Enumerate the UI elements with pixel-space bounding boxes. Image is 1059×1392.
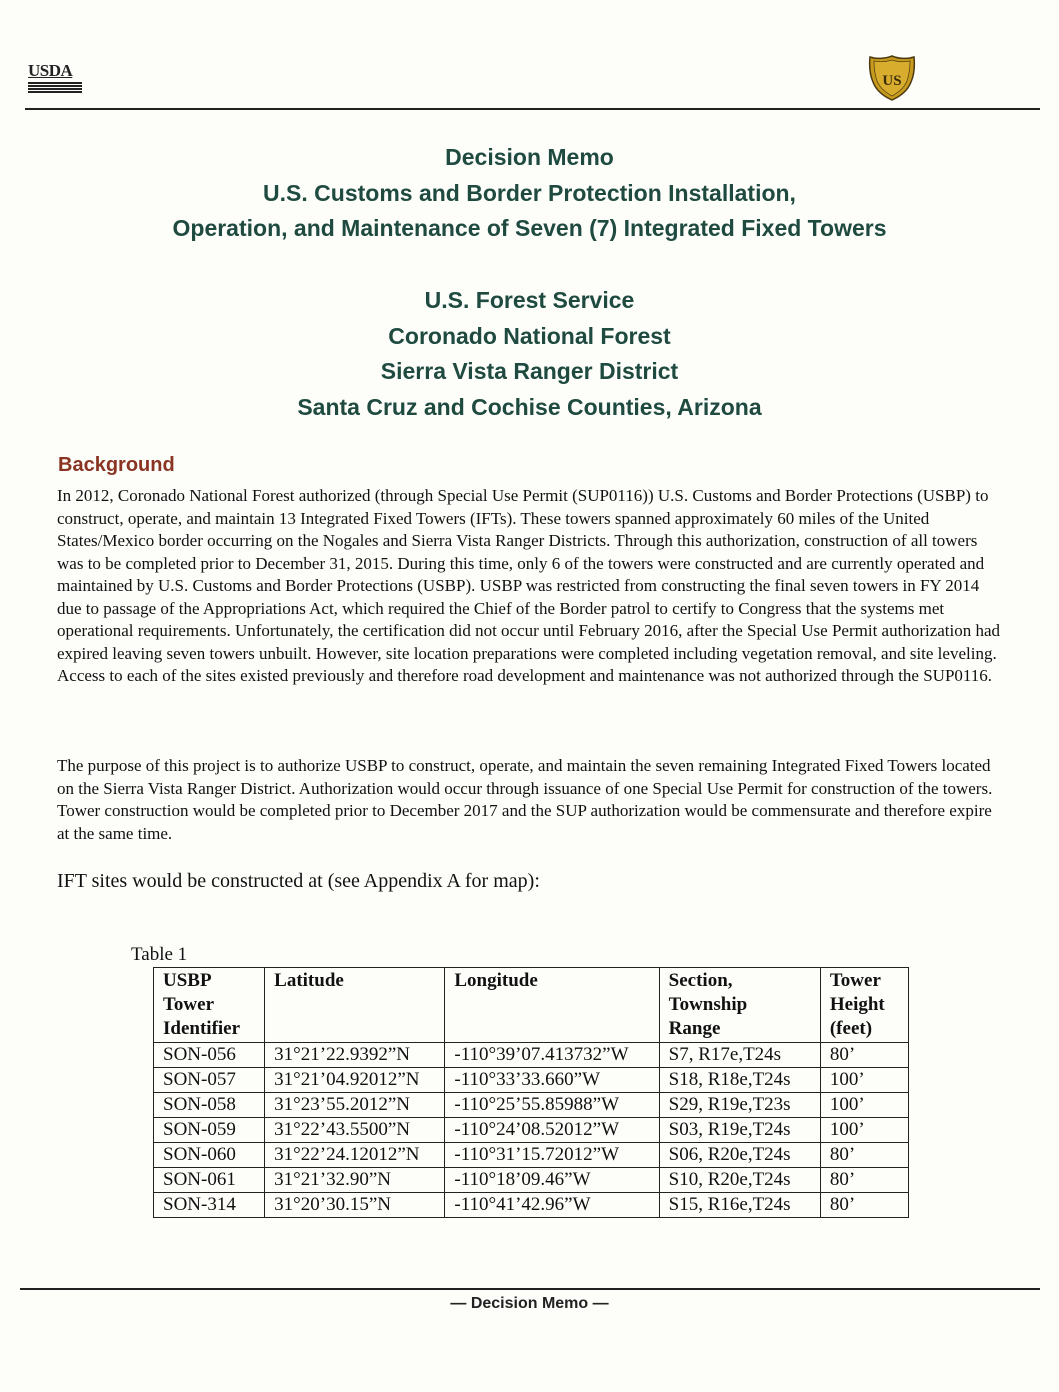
tower-id-cell: SON-059 — [154, 1118, 265, 1143]
latitude-cell: 31°22’43.5500”N — [265, 1118, 445, 1143]
latitude-cell: 31°22’24.12012”N — [265, 1143, 445, 1168]
agency-name: U.S. Forest Service — [424, 287, 635, 313]
longitude-cell: -110°31’15.72012”W — [445, 1143, 659, 1168]
shield-logo-text: US — [882, 73, 902, 89]
usda-logo — [28, 62, 84, 96]
longitude-cell: -110°18’09.46”W — [445, 1168, 659, 1193]
height-cell: 80’ — [820, 1143, 908, 1168]
tower-id-cell: SON-058 — [154, 1093, 265, 1118]
forest-name: Coronado National Forest — [388, 323, 671, 349]
footer-text: — Decision Memo — — [450, 1295, 609, 1312]
height-cell: 80’ — [820, 1043, 908, 1068]
background-paragraph-1: In 2012, Coronado National Forest authorized (through Special Use Permit (SUP0116)) U.S. Customs and Border Protections (USBP) to construct, operate, and maintain 13 Integrated Fixed Towers (IFTs). These towers spanned approximately 60 miles of the United States/Mexico border occurring on the Nogales and Sierra Vista Ranger Districts. Through this authorization, construction of all towers was to be completed prior to December 31, 2015. During this time, only 6 of the towers were constructed and are currently operated and maintained by U.S. Customs and Border Protections (USBP). USBP was restricted from constructing the final seven towers in FY 2014 due to passage of the Appropriations Act, which required the Chief of the Border patrol to certify to Congress that the systems met operational requirements. Unfortunately, the certification did not occur until February 2016, after the Special Use Permit authorization had expired leaving seven towers unbuilt. However, site location preparations were completed including vegetation removal, and site leveling. Access to each of the sites existed previously and therefore road development and maintenance was not authorized through the SUP0116. — [57, 486, 1001, 685]
tower-id-cell: SON-060 — [154, 1143, 265, 1168]
latitude-cell: 31°21’04.92012”N — [265, 1068, 445, 1093]
doc-subtitle-line-1: U.S. Customs and Border Protection Installation, — [263, 180, 796, 206]
header-tower-identifier — [154, 968, 265, 1043]
tower-id-cell: SON-314 — [154, 1193, 265, 1218]
latitude-cell: 31°23’55.2012”N — [265, 1093, 445, 1118]
table-row — [154, 1143, 909, 1168]
header-text: Identifier — [163, 1018, 241, 1039]
height-cell: 80’ — [820, 1168, 908, 1193]
district-name: Sierra Vista Ranger District — [380, 358, 679, 384]
section-cell: S15, R16e,T24s — [659, 1193, 820, 1218]
header-rule — [25, 108, 1040, 110]
header-text: Height — [829, 994, 885, 1015]
height-cell: 100’ — [820, 1068, 908, 1093]
table-caption: Table 1 — [131, 944, 188, 965]
longitude-cell: -110°33’33.660”W — [445, 1068, 659, 1093]
section-cell: S06, R20e,T24s — [659, 1143, 820, 1168]
table-row — [154, 1093, 909, 1118]
section-cell: S29, R19e,T23s — [659, 1093, 820, 1118]
longitude-cell: -110°39’07.413732”W — [445, 1043, 659, 1068]
doc-subtitle-line-2: Operation, and Maintenance of Seven (7) Integrated Fixed Towers — [172, 215, 887, 241]
table-row — [154, 1043, 909, 1068]
table-row — [154, 1118, 909, 1143]
longitude-cell: -110°41’42.96”W — [445, 1193, 659, 1218]
header-text: (feet) — [829, 1018, 873, 1039]
header-text: Section, — [668, 970, 733, 991]
height-cell: 100’ — [820, 1093, 908, 1118]
background-heading: Background — [58, 454, 175, 476]
tower-table — [153, 967, 909, 1218]
tower-id-cell: SON-056 — [154, 1043, 265, 1068]
section-cell: S10, R20e,T24s — [659, 1168, 820, 1193]
header-text: Range — [668, 1018, 721, 1039]
longitude-cell: -110°25’55.85988”W — [445, 1093, 659, 1118]
table-row — [154, 1168, 909, 1193]
section-cell: S18, R18e,T24s — [659, 1068, 820, 1093]
ift-sites-intro: IFT sites would be constructed at (see Appendix A for map): — [57, 870, 540, 892]
section-cell: S7, R17e,T24s — [659, 1043, 820, 1068]
table-header-row — [154, 968, 909, 1043]
latitude-cell: 31°20’30.15”N — [265, 1193, 445, 1218]
forest-service-shield-icon — [868, 55, 916, 101]
header-text: Township — [668, 994, 748, 1015]
header-latitude: Latitude — [265, 968, 445, 1043]
header-tower-height — [820, 968, 908, 1043]
counties-name: Santa Cruz and Cochise Counties, Arizona — [297, 394, 762, 420]
footer-rule — [20, 1288, 1040, 1290]
height-cell: 80’ — [820, 1193, 908, 1218]
latitude-cell: 31°21’32.90”N — [265, 1168, 445, 1193]
usda-logo-stripes — [28, 82, 82, 94]
doc-title: Decision Memo — [445, 144, 614, 170]
tower-id-cell: SON-057 — [154, 1068, 265, 1093]
section-cell: S03, R19e,T24s — [659, 1118, 820, 1143]
table-row — [154, 1068, 909, 1093]
tower-id-cell: SON-061 — [154, 1168, 265, 1193]
header-text: USBP — [163, 970, 212, 991]
longitude-cell: -110°24’08.52012”W — [445, 1118, 659, 1143]
height-cell: 100’ — [820, 1118, 908, 1143]
latitude-cell: 31°21’22.9392”N — [265, 1043, 445, 1068]
header-text: Tower — [163, 994, 215, 1015]
background-paragraph-2: The purpose of this project is to authorize USBP to construct, operate, and maintain the seven remaining Integrated Fixed Towers located on the Sierra Vista Ranger District. Authorization would occur through issuance of one Special Use Permit for construction of the towers. Tower construction would be completed prior to December 2017 and the SUP authorization would be commensurate and therefore expire at the same time. — [57, 756, 993, 843]
header-longitude: Longitude — [445, 968, 659, 1043]
header-section-township-range — [659, 968, 820, 1043]
table-row — [154, 1193, 909, 1218]
header-text: Tower — [829, 970, 881, 991]
usda-logo-text: USDA — [28, 61, 73, 80]
